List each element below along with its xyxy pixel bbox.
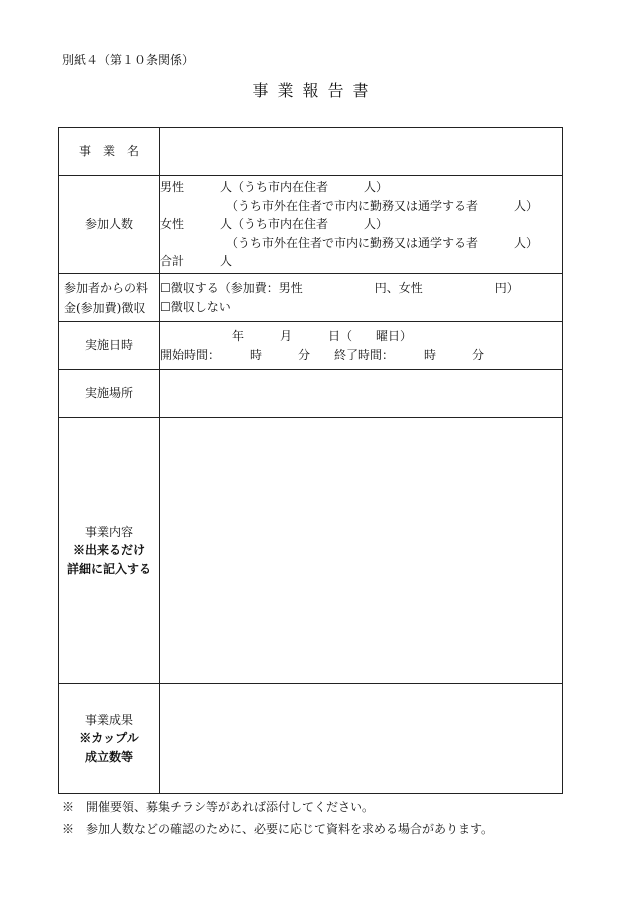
result-note-2: 成立数等 <box>84 749 133 764</box>
footnotes <box>62 796 493 840</box>
report-form-table <box>58 127 563 794</box>
footnote-2: ※ 参加人数などの確認のために、必要に応じて資料を求める場合があります。 <box>62 822 494 836</box>
participants-female-commuter: （うち市外在住者で市内に勤務又は通学する者 人） <box>160 235 539 250</box>
field-result[interactable] <box>160 684 563 794</box>
field-date[interactable] <box>160 322 563 370</box>
label-result: 事業成果 ※カップル 成立数等 <box>59 684 160 794</box>
label-participants: 参加人数 <box>59 176 160 274</box>
row-result <box>59 684 563 794</box>
label-content: 事業内容 ※出来るだけ 詳細に記入する <box>59 418 160 684</box>
footnote-1: ※ 開催要領、募集チラシ等があれば添付してください。 <box>62 800 375 814</box>
row-date <box>59 322 563 370</box>
participants-female: 女性 人（うち市内在住者 人） <box>160 217 389 232</box>
row-event-name <box>59 128 563 176</box>
field-participants[interactable] <box>160 176 563 274</box>
participants-total: 合計 人 <box>160 254 233 269</box>
row-participants <box>59 176 563 274</box>
content-note-2: 詳細に記入する <box>66 561 151 576</box>
field-fee <box>160 274 563 322</box>
field-event-name[interactable] <box>160 128 563 176</box>
time-line: 開始時間： 時 分 終了時間： 時 分 <box>160 347 485 362</box>
participants-male-commuter: （うち市外在住者で市内に勤務又は通学する者 人） <box>160 198 539 213</box>
label-event-name: 事 業 名 <box>59 128 160 176</box>
row-fee <box>59 274 563 322</box>
fee-collect-checkbox[interactable]: ☐徴収する（参加費：男性 円、女性 円） <box>160 281 519 295</box>
document-reference: 別紙４（第１０条関係） <box>62 53 195 67</box>
label-place: 実施場所 <box>59 370 160 418</box>
result-note-1: ※カップル <box>79 731 139 746</box>
label-fee: 参加者からの料 金(参加費)徴収 <box>59 274 160 322</box>
label-date: 実施日時 <box>59 322 160 370</box>
field-place[interactable] <box>160 370 563 418</box>
date-line: 年 月 日（ 曜日） <box>160 329 413 343</box>
row-content <box>59 418 563 684</box>
field-content[interactable] <box>160 418 563 684</box>
fee-no-collect-checkbox[interactable]: ☐徴収しない <box>160 299 231 314</box>
content-note-1: ※出来るだけ <box>72 543 145 558</box>
row-place <box>59 370 563 418</box>
participants-male: 男性 人（うち市内在住者 人） <box>160 180 389 195</box>
document-title: 事業報告書 <box>252 81 378 100</box>
